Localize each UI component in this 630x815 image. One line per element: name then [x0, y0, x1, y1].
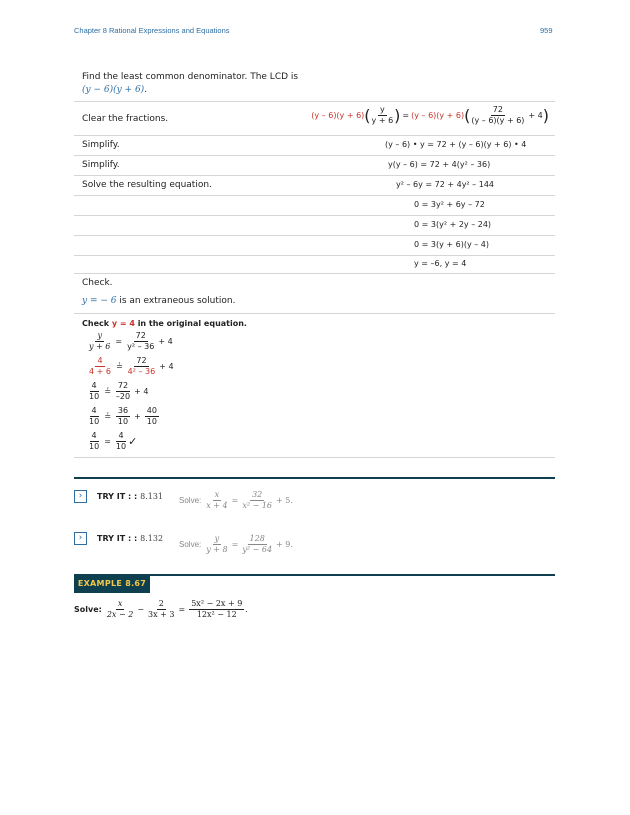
check-line-5 — [88, 431, 137, 452]
check-y: y = 4 — [111, 319, 135, 328]
check-tail: + 4 — [159, 362, 174, 371]
extraneous-value: y = − 6 — [82, 296, 117, 306]
minus-sign: − — [137, 605, 145, 614]
frac-num: 4 — [91, 406, 97, 415]
step-row-clear — [74, 101, 555, 136]
example-problem — [74, 599, 248, 620]
frac-num: 5x² − 2x + 9 — [191, 599, 243, 608]
step-work: y² – 6y = 72 + 4y² – 144 — [396, 180, 494, 189]
check-tail: + 4 — [158, 337, 173, 346]
lhs-factor: (y – 6)(y + 6) — [311, 111, 365, 120]
frac-num: 4 — [97, 356, 103, 365]
clear-fractions-work: (y – 6)(y + 6) ( $\frac{y}{y + 6}$ ) = (y – 6)(y + 6) ( $\frac{72}{(y - 6)(y + 6)}$ + 4 ) — [311, 105, 549, 125]
try-it-number: 8.132 — [140, 534, 164, 543]
try-it-1-problem — [179, 490, 293, 511]
rhs-factor: (y – 6)(y + 6) — [411, 111, 465, 120]
section-divider — [74, 477, 555, 479]
frac-den: 10 — [89, 417, 100, 426]
check-op: = — [115, 337, 123, 346]
check-op: ≟ — [104, 412, 111, 421]
check-op: ≟ — [115, 362, 123, 371]
frac-num: 4 — [118, 431, 124, 440]
frac-den: y + 8 — [206, 545, 228, 554]
check-tail: + 4 — [134, 387, 149, 396]
eq-sign: = — [178, 605, 186, 614]
frac-num: 40 — [146, 406, 157, 415]
check-plus: + — [134, 412, 141, 421]
chevron-right-icon[interactable]: › — [74, 490, 87, 503]
step-label: Simplify. — [82, 160, 120, 170]
frac-num: x — [117, 599, 123, 608]
frac-num: 36 — [117, 406, 129, 415]
check-line-2 — [88, 356, 174, 377]
tail: + 9. — [276, 540, 293, 549]
clear-eq: = — [402, 111, 410, 120]
check-op: = — [104, 437, 111, 446]
eq-sign: = — [231, 496, 239, 505]
step-row — [74, 215, 555, 236]
try-it-8-131 — [74, 490, 163, 503]
frac-num: x — [214, 490, 220, 499]
frac-num: 72 — [117, 381, 129, 390]
period: . — [245, 605, 248, 614]
frac-den: y² − 64 — [242, 545, 273, 554]
lcd-period: . — [144, 85, 148, 95]
try-it-8-132 — [74, 532, 163, 545]
frac-den: x² − 16 — [242, 501, 273, 510]
lcd-expression: (y − 6)(y + 6) — [82, 85, 145, 95]
solve-label: Solve: — [74, 605, 102, 614]
find-lcd-text: Find the least common denominator. The LCD is — [82, 72, 299, 82]
checkmark-icon: ✓ — [128, 435, 138, 448]
frac-num: y — [214, 534, 220, 543]
frac-num: 128 — [249, 534, 265, 543]
frac-num: y — [97, 331, 102, 340]
rhs-num: 72 — [492, 105, 503, 114]
step-row — [74, 195, 555, 216]
example-title: EXAMPLE 8.67 — [74, 574, 150, 593]
rhs-plus: + 4 — [528, 111, 543, 120]
step-label: Solve the resulting equation. — [82, 180, 212, 190]
check-post: in the original equation. — [134, 319, 247, 328]
lhs-den: y + 6 — [371, 116, 394, 125]
frac-num: 2 — [158, 599, 164, 608]
step-row — [74, 135, 555, 156]
try-it-label: TRY IT : : — [97, 534, 138, 543]
frac-num: 72 — [135, 331, 146, 340]
solve-label: Solve: — [179, 496, 202, 505]
step-row — [74, 155, 555, 176]
step-row — [74, 175, 555, 196]
step-work: (y – 6) • y = 72 + (y – 6)(y + 6) • 4 — [385, 140, 527, 149]
chevron-right-icon[interactable]: › — [74, 532, 87, 545]
step-work: 0 = 3y² + 6y – 72 — [414, 200, 485, 209]
frac-den: 12x² − 12 — [196, 610, 237, 619]
frac-den: 3x + 3 — [148, 610, 175, 619]
chapter-header: Chapter 8 Rational Expressions and Equations — [74, 26, 230, 35]
page-number: 959 — [540, 26, 553, 35]
frac-den: y² – 36 — [127, 342, 155, 351]
check-label: Check. — [82, 278, 113, 288]
step-label: Clear the fractions. — [82, 114, 169, 124]
frac-num: 4 — [91, 381, 97, 390]
solve-label: Solve: — [179, 540, 202, 549]
check-op: ≟ — [104, 387, 111, 396]
step-work: 0 = 3(y + 6)(y – 4) — [414, 240, 489, 249]
eq-sign: = — [231, 540, 239, 549]
frac-den: 10 — [146, 417, 157, 426]
step-row — [74, 255, 555, 274]
try-it-2-problem — [179, 534, 293, 555]
frac-den: 10 — [89, 392, 100, 401]
find-lcd-block — [82, 71, 298, 97]
try-it-number: 8.131 — [140, 492, 164, 501]
check-row — [74, 273, 555, 314]
check-line-4 — [88, 406, 160, 427]
frac-den: 10 — [89, 442, 100, 451]
step-label: Simplify. — [82, 140, 120, 150]
check-line-1 — [88, 331, 173, 352]
frac-num: 32 — [252, 490, 263, 499]
frac-den: 10 — [115, 442, 127, 451]
frac-num: 4 — [91, 431, 97, 440]
check-heading — [82, 319, 247, 328]
frac-den: 2x − 2 — [106, 610, 134, 619]
check-line-3 — [88, 381, 148, 402]
frac-num: 72 — [136, 356, 147, 365]
extraneous-text: is an extraneous solution. — [119, 296, 236, 306]
step-row — [74, 235, 555, 256]
frac-den: 10 — [117, 417, 129, 426]
frac-den: 4 + 6 — [89, 367, 111, 376]
check-pre: Check — [82, 319, 112, 328]
tail: + 5. — [276, 496, 293, 505]
frac-den: x + 4 — [206, 501, 228, 510]
frac-den: –20 — [115, 392, 131, 401]
try-it-label: TRY IT : : — [97, 492, 138, 501]
rhs-den: (y – 6)(y + 6) — [471, 116, 525, 125]
step-work: y = –6, y = 4 — [414, 259, 467, 268]
frac-den: 4² – 36 — [127, 367, 156, 376]
lhs-num: y — [379, 105, 385, 114]
step-work: 0 = 3(y² + 2y – 24) — [414, 220, 492, 229]
frac-den: y + 6 — [89, 342, 111, 351]
step-work: y(y – 6) = 72 + 4(y² – 36) — [388, 160, 491, 169]
